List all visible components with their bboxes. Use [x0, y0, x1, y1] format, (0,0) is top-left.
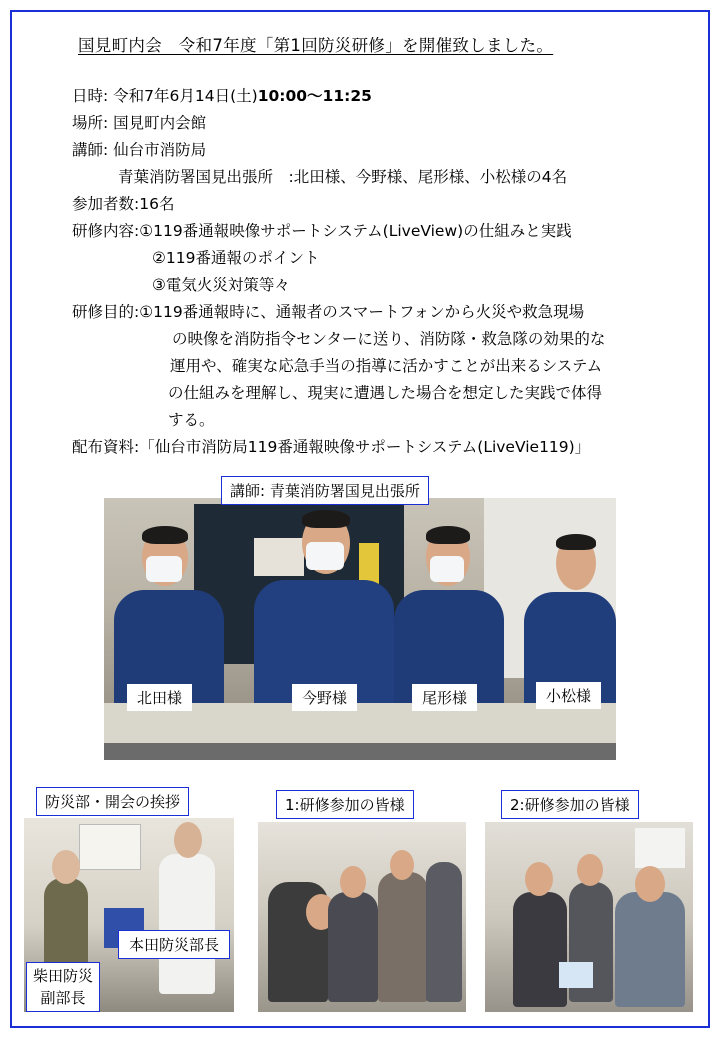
- hair: [426, 526, 470, 544]
- person-figure: [378, 872, 428, 1002]
- participants-photo-2: [485, 822, 693, 1012]
- poster: [254, 538, 304, 576]
- content-item: ①119番通報映像サポートシステム(LiveView)の仕組みと実践: [139, 222, 572, 240]
- person-figure: [426, 862, 462, 1002]
- person-head: [525, 862, 553, 896]
- material-row: [72, 435, 590, 457]
- datetime-label: 日時:: [72, 87, 109, 105]
- page-title: 国見町内会 令和7年度「第1回防災研修」を開催致しました。: [78, 36, 554, 55]
- material-label: 配布資料:: [72, 438, 140, 456]
- pamphlet: [559, 962, 593, 988]
- person-figure: [615, 892, 685, 1007]
- participants-caption-2: 2:研修参加の皆様: [501, 790, 639, 819]
- person-head: [635, 866, 665, 902]
- shibata-label: [26, 962, 100, 1012]
- opening-greeting-caption: 防災部・開会の挨拶: [36, 787, 189, 816]
- person-figure: [159, 854, 215, 994]
- person-head: [390, 850, 414, 880]
- lecturer-label: 講師:: [72, 141, 109, 159]
- notice-board: [79, 824, 141, 870]
- person-head: [340, 866, 366, 898]
- content-label: 研修内容:: [72, 222, 140, 240]
- material-value: 「仙台市消防局119番通報映像サポートシステム(LiveVie119)」: [139, 438, 591, 456]
- participants-value: 16名: [139, 195, 175, 213]
- person-figure: [328, 892, 378, 1002]
- content-item: ②119番通報のポイント: [152, 249, 320, 267]
- hair: [142, 526, 188, 544]
- face-mask: [430, 556, 464, 582]
- lecturer-value: 仙台市消防局: [113, 141, 207, 159]
- datetime-time: 10:00～11:25: [257, 87, 372, 105]
- place-row: [72, 111, 206, 133]
- name-card-ogata: 尾形様: [412, 684, 477, 711]
- purpose-line: の仕組みを理解し、現実に遭遇した場合を想定した実践で体得: [168, 384, 603, 402]
- hair: [302, 510, 350, 528]
- content-item: ③電気火災対策等々: [152, 276, 290, 294]
- shibata-label-line1: 柴田防災: [33, 967, 94, 985]
- participants-label: 参加者数:: [72, 195, 140, 213]
- name-card-konno: 今野様: [292, 684, 357, 711]
- participants-caption-1: 1:研修参加の皆様: [276, 790, 414, 819]
- face-mask: [146, 556, 182, 582]
- lecturers-photo: [104, 498, 616, 760]
- purpose-row: [72, 300, 584, 322]
- lecturers-caption: 講師: 青葉消防署国見出張所: [221, 476, 429, 505]
- participants-photo-1: [258, 822, 466, 1012]
- purpose-line: する。: [168, 411, 215, 429]
- person-head: [174, 822, 202, 858]
- copier: [635, 828, 685, 868]
- name-card-kitada: 北田様: [127, 684, 192, 711]
- hair: [556, 534, 596, 550]
- datetime-value: 令和7年6月14日(土): [113, 87, 258, 105]
- person-head: [577, 854, 603, 886]
- shibata-label-line2: 副部長: [40, 989, 86, 1007]
- name-card-komatsu: 小松様: [536, 682, 601, 709]
- purpose-label: 研修目的:: [72, 303, 140, 321]
- person-figure: [513, 892, 567, 1007]
- purpose-line: の映像を消防指令センターに送り、消防隊・救急隊の効果的な: [172, 330, 606, 348]
- content-row: [72, 219, 572, 241]
- purpose-line: ①119番通報時に、通報者のスマートフォンから火災や救急現場: [139, 303, 585, 321]
- face-mask: [306, 542, 344, 570]
- lecturer-row: [72, 138, 206, 160]
- table-front: [104, 743, 616, 760]
- participants-row: [72, 192, 174, 214]
- place-value: 国見町内会館: [113, 114, 207, 132]
- place-label: 場所:: [72, 114, 109, 132]
- person-head: [52, 850, 80, 884]
- datetime-row: [72, 84, 372, 106]
- purpose-line: 運用や、確実な応急手当の指導に活かすことが出来るシステム: [170, 357, 603, 375]
- honda-label: 本田防災部長: [118, 930, 230, 959]
- lecturer-detail: 青葉消防署国見出張所 :北田様、今野様、尾形様、小松様の4名: [118, 168, 568, 186]
